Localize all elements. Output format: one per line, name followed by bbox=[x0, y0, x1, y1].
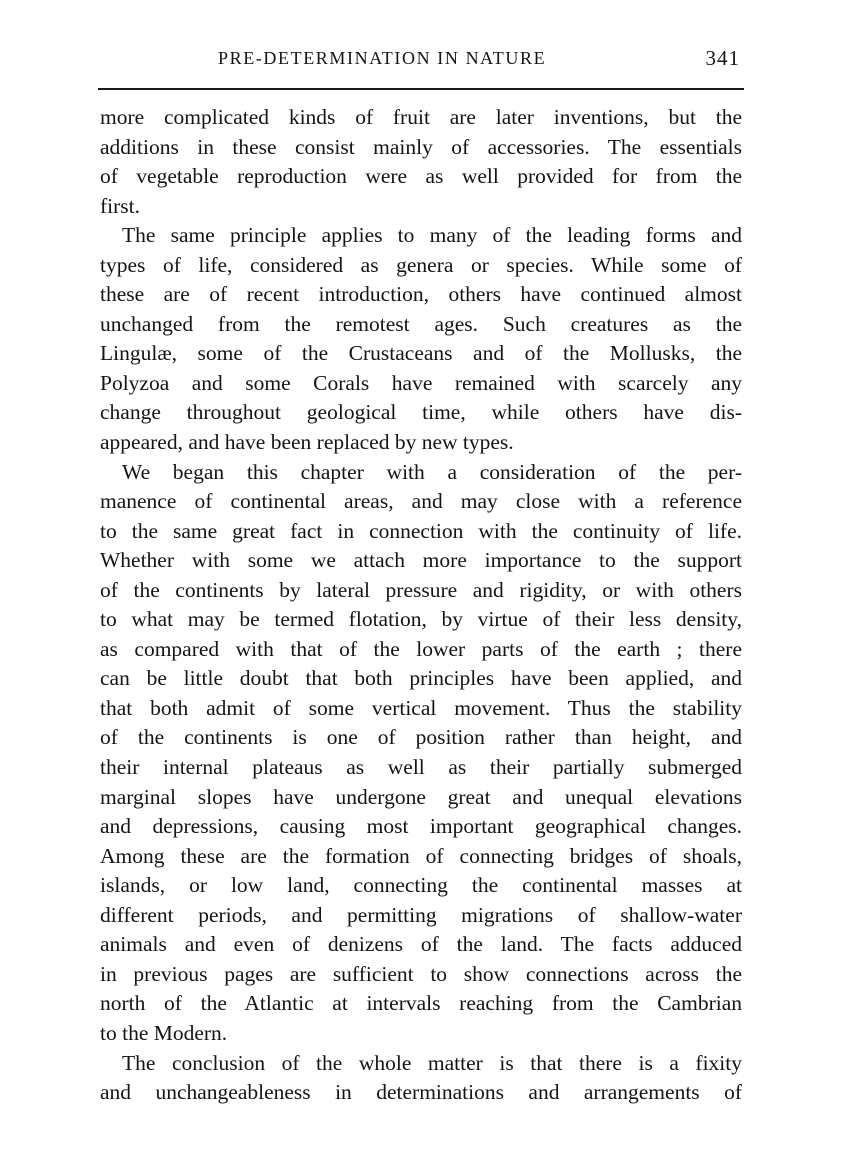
text-line: in previous pages are sufficient to show connections across the bbox=[100, 961, 742, 986]
text-line: that both admit of some vertical movement. Thus the stability bbox=[100, 695, 742, 720]
text-line: The same principle applies to many of the leading forms and bbox=[122, 223, 742, 248]
header-rule bbox=[98, 88, 744, 90]
text-line: and unchangeableness in determinations and arrangements of bbox=[100, 1080, 742, 1105]
text-line: manence of continental areas, and may close with a reference bbox=[100, 489, 742, 514]
text-line: of vegetable reproduction were as well provided for from the bbox=[100, 164, 742, 189]
text-line: unchanged from the remotest ages. Such creatures as the bbox=[100, 311, 742, 336]
text-line: change throughout geological time, while others have dis- bbox=[100, 400, 742, 425]
text-line: to the Modern. bbox=[100, 1020, 228, 1045]
text-line: of the continents is one of position rather than height, and bbox=[100, 725, 742, 750]
text-line: as compared with that of the lower parts of the earth ; there bbox=[100, 636, 742, 661]
text-line: can be little doubt that both principles have been applied, and bbox=[100, 666, 742, 691]
text-line: different periods, and permitting migrations of shallow-water bbox=[100, 902, 742, 927]
text-line: first. bbox=[100, 193, 141, 218]
text-line: Among these are the formation of connecting bridges of shoals, bbox=[100, 843, 742, 868]
running-head bbox=[100, 44, 742, 78]
text-line: these are of recent introduction, others have continued almost bbox=[100, 282, 742, 307]
text-line: The conclusion of the whole matter is that there is a fixity bbox=[122, 1050, 742, 1075]
text-line: types of life, considered as genera or species. While some of bbox=[100, 252, 742, 277]
text-line: north of the Atlantic at intervals reaching from the Cambrian bbox=[100, 991, 742, 1016]
text-line: their internal plateaus as well as their partially submerged bbox=[100, 755, 742, 780]
body-text bbox=[100, 103, 742, 1108]
text-line: more complicated kinds of fruit are later inventions, but the bbox=[100, 105, 742, 129]
running-title: PRE-DETERMINATION IN NATURE bbox=[218, 48, 547, 68]
text-line: islands, or low land, connecting the continental masses at bbox=[100, 873, 742, 898]
text-line: to the same great fact in connection with the continuity of life. bbox=[100, 518, 742, 543]
text-line: to what may be termed flotation, by virtue of their less density, bbox=[100, 607, 742, 632]
text-line: marginal slopes have undergone great and unequal elevations bbox=[100, 784, 742, 809]
page-number: 341 bbox=[705, 46, 740, 70]
text-line: and depressions, causing most important geographical changes. bbox=[100, 814, 742, 839]
text-line: Lingulæ, some of the Crustaceans and of the Mollusks, the bbox=[100, 341, 742, 366]
text-line: Whether with some we attach more importance to the support bbox=[100, 548, 742, 573]
text-line: additions in these consist mainly of accessories. The essentials bbox=[100, 134, 742, 159]
text-line: Polyzoa and some Corals have remained with scarcely any bbox=[100, 370, 742, 395]
text-line: We began this chapter with a consideration of the per- bbox=[122, 459, 742, 484]
text-line: appeared, and have been replaced by new types. bbox=[100, 430, 514, 455]
text-line: of the continents by lateral pressure and rigidity, or with others bbox=[100, 577, 742, 602]
text-line: animals and even of denizens of the land. The facts adduced bbox=[100, 932, 742, 957]
